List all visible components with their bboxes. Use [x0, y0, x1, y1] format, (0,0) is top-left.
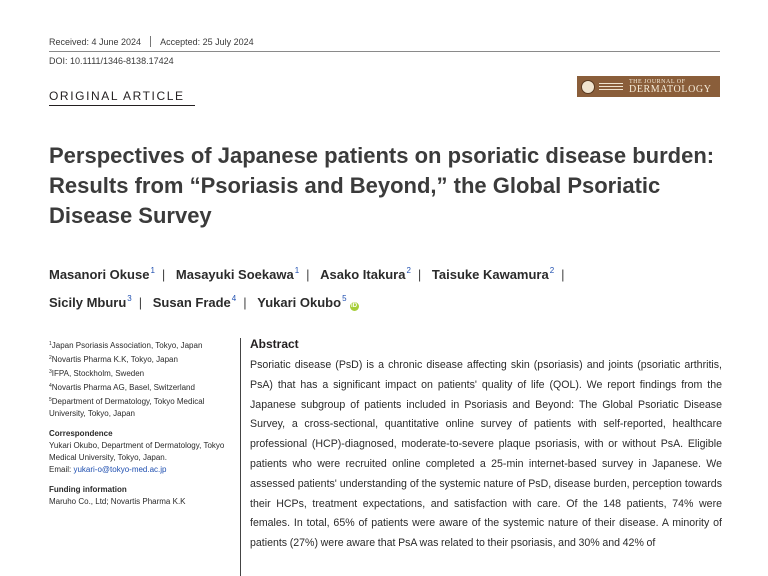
email-link[interactable]: yukari-o@tokyo-med.ac.jp	[73, 465, 167, 474]
author-affiliation-ref[interactable]: 2	[549, 266, 555, 275]
author[interactable]: Susan Frade$^4$	[152, 294, 237, 310]
article-type: ORIGINAL ARTICLE	[49, 89, 185, 103]
author[interactable]: Asako Itakura$^2$	[320, 266, 411, 282]
author-affiliation-ref[interactable]: 2	[406, 266, 411, 275]
author-separator: |	[306, 267, 310, 282]
affiliation-list	[49, 338, 234, 420]
correspondence-text: Yukari Okubo, Department of Dermatology, Tokyo Medical University, Tokyo, Japan.	[49, 441, 225, 462]
accepted-date: Accepted: 25 July 2024	[160, 36, 254, 47]
article-title: Perspectives of Japanese patients on psoriatic disease burden: Results from “Psoriasis and Beyond,” the Global Psoriatic Disease Survey	[49, 143, 715, 228]
author-affiliation-ref[interactable]: 1	[150, 266, 155, 275]
column-divider	[240, 338, 241, 576]
date-separator	[150, 36, 151, 47]
publication-dates	[49, 36, 254, 47]
author[interactable]: Sicily Mburu$^3$	[49, 294, 132, 310]
article-type-underline	[49, 105, 195, 106]
author-affiliation-ref[interactable]: 3	[127, 294, 132, 303]
author-affiliation-ref[interactable]: 4	[231, 294, 237, 303]
journal-logo-line2: DERMATOLOGY	[629, 83, 712, 95]
affiliation: $^4$Novartis Pharma AG, Basel, Switzerland	[49, 383, 195, 392]
received-date: Received: 4 June 2024	[49, 36, 142, 47]
affiliation: $^5$Department of Dermatology, Tokyo Medical University, Tokyo, Japan	[49, 397, 205, 418]
author-separator: |	[243, 295, 247, 310]
author-affiliation-ref[interactable]: 5	[342, 294, 347, 303]
funding-text: Maruho Co., Ltd; Novartis Pharma K.K	[49, 497, 186, 506]
author[interactable]: Taisuke Kawamura$^2$	[431, 266, 555, 282]
author[interactable]: Masanori Okuse$^1$	[49, 266, 155, 282]
author[interactable]: Masayuki Soekawa$^1$	[175, 266, 300, 282]
author[interactable]: Yukari Okubo$^5$iD	[257, 294, 358, 310]
journal-logo-line1: THE JOURNAL OF	[629, 78, 686, 85]
author-affiliation-ref[interactable]: 1	[294, 266, 300, 275]
journal-logo-small-lettering	[599, 83, 623, 90]
correspondence-heading: Correspondence	[49, 429, 113, 438]
journal-seal-icon	[581, 80, 595, 94]
affiliation: $^2$Novartis Pharma K.K, Tokyo, Japan	[49, 355, 178, 364]
affiliation: $^3$IFPA, Stockholm, Sweden	[49, 369, 145, 378]
author-separator: |	[161, 267, 166, 282]
author-separator: |	[417, 267, 422, 282]
abstract-heading: Abstract	[250, 337, 299, 351]
affiliation: $^1$Japan Psoriasis Association, Tokyo, Japan	[49, 341, 203, 350]
article-sidebar	[49, 338, 234, 508]
journal-logo[interactable]	[577, 76, 720, 97]
abstract-section	[250, 337, 722, 554]
funding-heading: Funding information	[49, 485, 127, 494]
correspondence-email: Email: yukari-o@tokyo-med.ac.jp	[49, 465, 167, 474]
abstract-text: Psoriatic disease (PsD) is a chronic disease affecting skin (psoriasis) and joints (psoriatic arthritis, PsA) that has a significant impact on patients' quality of life (QOL). We report findings from the Japanese subgroup of patients included in Psoriasis and Beyond: The Global Psoriatic Disease Survey, a cross-sectional, quantitative online survey of patients with self-reported, healthcare professional (HCP)-diagnosed, moderate-to-severe plaque psoriasis, with or without PsA. Eligible patients who were recruited online completed a 25-min internet-based survey in Japanese. We assessed patients' understanding of the systemic nature of PsD, disease burden, perception towards their HCPs, treatment expectations, and satisfaction with care. Of the 148 patients, 74% were females. In total, 65% of patients were aware of the systemic nature of their disease. A minority of patients (27%) were aware that PsA was related to their psoriasis, and 30% and 42% of	[250, 359, 722, 550]
author-separator: |	[138, 295, 143, 310]
author-list	[49, 259, 729, 315]
doi[interactable]: DOI: 10.1111/1346-8138.17424	[49, 56, 174, 66]
header-rule	[49, 51, 720, 52]
orcid-icon[interactable]: iD	[351, 303, 358, 309]
author-separator: |	[561, 267, 565, 282]
